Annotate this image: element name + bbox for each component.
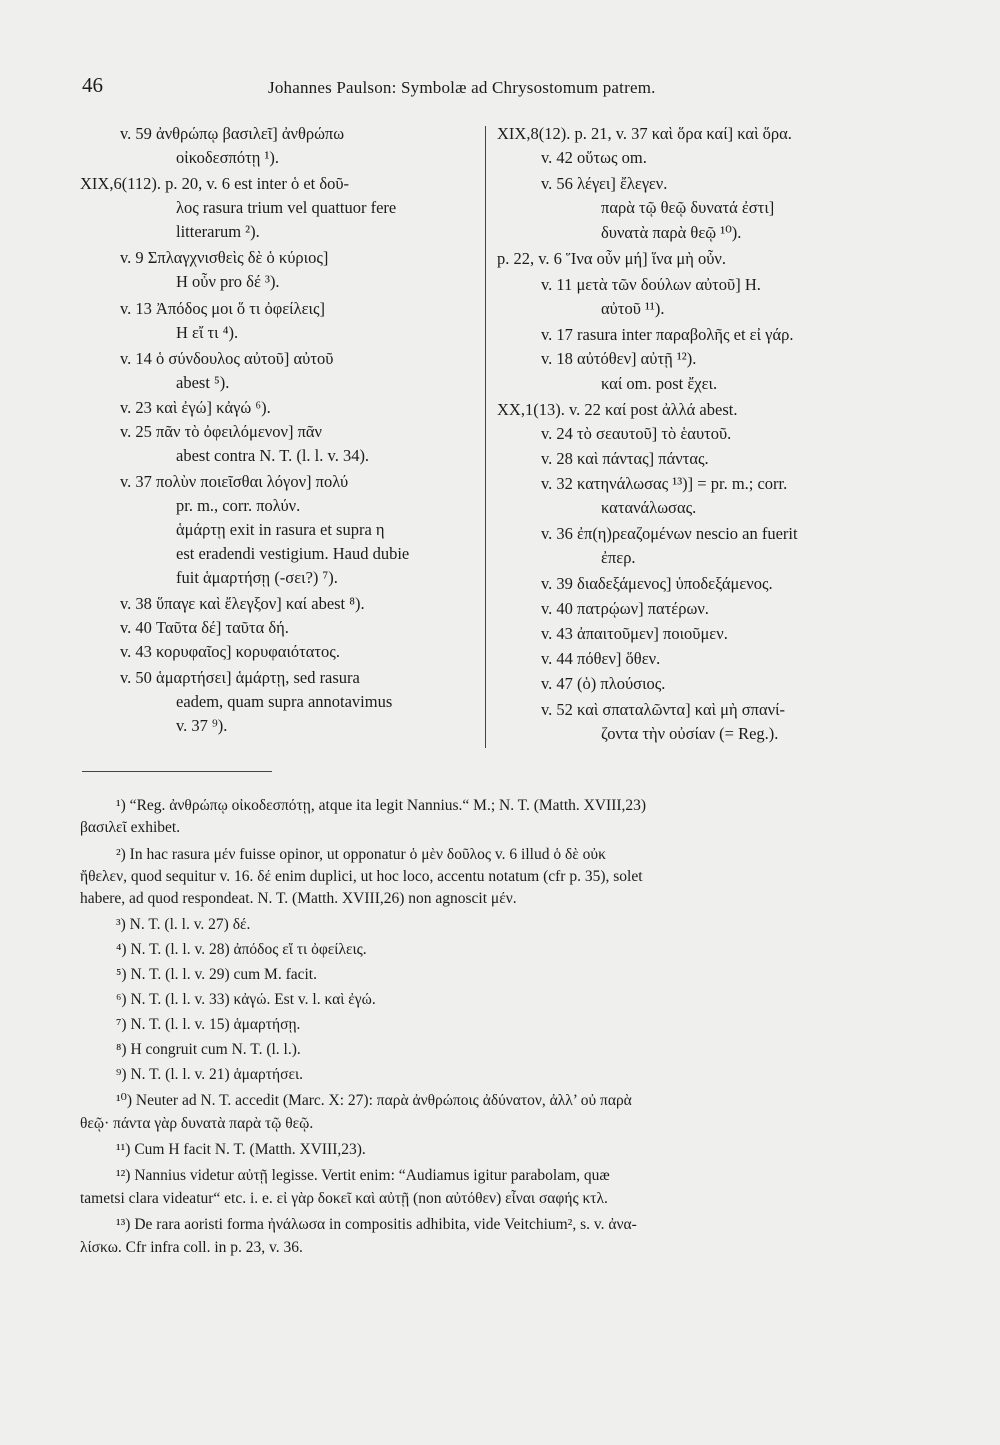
text-line: abest ⁵). [176,373,230,392]
footnote-line: ἤθελεν, quod sequitur v. 16. δέ enim duplici, ut hoc loco, accentu notatum (cfr p. 35), solet [80,868,643,885]
footnote-line: ³) N. T. (l. l. v. 27) δέ. [116,916,251,933]
text-line: XIX,6(112). p. 20, v. 6 est inter ὁ et δοῦ- [80,174,350,193]
text-line: κατανάλωσας. [601,498,697,517]
text-line: v. 13 Ἀπόδος μοι ὅ τι ὀφείλεις] [120,299,326,318]
footnote-line: ¹⁰) Neuter ad N. T. accedit (Marc. X: 27): παρὰ ἀνθρώποις ἀδύνατον, ἀλλ’ οὐ παρὰ [116,1092,632,1109]
text-line: v. 38 ὕπαγε καὶ ἔλεγξον] καί abest ⁸). [120,594,365,613]
text-line: v. 44 πόθεν] ὅθεν. [541,649,661,668]
text-line: καί om. post ἔχει. [601,374,718,393]
text-line: v. 50 ἁμαρτήσει] ἁμάρτῃ, sed rasura [120,668,360,687]
footnote-line: ⁹) N. T. (l. l. v. 21) ἁμαρτήσει. [116,1066,304,1083]
footnote-line: ¹³) De rara aoristi forma ἠνάλωσα in compositis adhibita, vide Veitchium², s. v. ἀνα- [116,1216,637,1233]
text-line: v. 32 κατηνάλωσας ¹³)] = pr. m.; corr. [541,474,788,493]
text-line: v. 39 διαδεξάμενος] ὑποδεξάμενος. [541,574,773,593]
footnote-line: tametsi clara videatur“ etc. i. e. εἰ γὰρ δοκεῖ καὶ αὐτῇ (non αὐτόθεν) εἶναι σαφής κτλ. [80,1190,608,1207]
footnote-line: θεῷ· πάντα γὰρ δυνατὰ παρὰ τῷ θεῷ. [80,1115,314,1132]
footnote-line: βασιλεῖ exhibet. [80,819,181,836]
text-line: παρὰ τῷ θεῷ δυνατά ἐστι] [601,198,775,217]
text-line: ζοντα τὴν οὐσίαν (= Reg.). [601,724,779,743]
text-line: v. 43 κορυφαῖος] κορυφαιότατος. [120,642,340,661]
text-line: v. 47 (ὁ) πλούσιος. [541,674,666,693]
text-line: litterarum ²). [176,222,260,241]
text-line: eadem, quam supra annotavimus [176,692,393,711]
running-head: Johannes Paulson: Symbolæ ad Chrysostomum patrem. [268,78,656,97]
text-line: v. 43 ἀπαιτοῦμεν] ποιοῦμεν. [541,624,728,643]
text-line: v. 24 τὸ σεαυτοῦ] τὸ ἑαυτοῦ. [541,424,732,443]
text-line: pr. m., corr. πολύν. [176,496,301,515]
footnote-line: ⁶) N. T. (l. l. v. 33) κἀγώ. Est v. l. καὶ ἐγώ. [116,991,376,1008]
text-line: v. 9 Σπλαγχνισθεὶς δὲ ὁ κύριος] [120,248,329,267]
text-line: λος rasura trium vel quattuor fere [176,198,397,217]
footnote-line: habere, ad quod respondeat. N. T. (Matth. XVIII,26) non agnoscit μέν. [80,890,517,907]
footnote-line: ⁷) N. T. (l. l. v. 15) ἁμαρτήσῃ. [116,1016,301,1033]
text-line: abest contra N. T. (l. l. v. 34). [176,446,370,465]
text-line: est eradendi vestigium. Haud dubie [176,544,410,563]
text-line: v. 25 πᾶν τὸ ὀφειλόμενον] πᾶν [120,422,323,441]
text-line: ἁμάρτῃ exit in rasura et supra η [176,520,385,539]
text-line: v. 37 πολὺν ποιεῖσθαι λόγον] πολύ [120,472,349,491]
text-line: ἐπερ. [601,548,636,567]
text-line: XIX,8(12). p. 21, v. 37 καὶ ὅρα καί] καὶ ὅρα. [497,124,792,143]
text-line: v. 56 λέγει] ἔλεγεν. [541,174,668,193]
text-line: δυνατὰ παρὰ θεῷ ¹⁰). [601,223,742,242]
footnote-line: ¹²) Nannius videtur αὐτῇ legisse. Vertit enim: “Audiamus igitur parabolam, quæ [116,1167,610,1184]
text-line: p. 22, v. 6 Ἵνα οὖν μή] ἵνα μὴ οὖν. [497,249,726,268]
text-line: v. 42 οὕτως om. [541,148,647,167]
text-line: v. 37 ⁹). [176,716,228,735]
text-line: H οὖν pro δέ ³). [176,272,280,291]
column-divider [485,126,486,748]
footnote-rule [82,771,272,772]
text-line: v. 36 ἐπ(η)ρεαζομένων nescio an fuerit [541,524,798,543]
footnote-line: ¹) “Reg. ἀνθρώπῳ οἰκοδεσπότῃ, atque ita legit Nannius.“ M.; N. T. (Matth. XVIII,23) [116,797,647,814]
text-line: v. 17 rasura inter παραβολῆς et εἰ γάρ. [541,325,794,344]
text-line: v. 40 πατρῴων] πατέρων. [541,599,709,618]
text-line: v. 52 καὶ σπαταλῶντα] καὶ μὴ σπανί- [541,700,786,719]
text-line: v. 59 ἀνθρώπῳ βασιλεῖ] ἀνθρώπω [120,124,345,143]
footnote-line: ¹¹) Cum H facit N. T. (Matth. XVIII,23). [116,1141,366,1158]
text-line: XX,1(13). v. 22 καί post ἀλλά abest. [497,400,738,419]
page-number: 46 [82,73,103,97]
footnote-line: λίσκω. Cfr infra coll. in p. 23, v. 36. [80,1239,303,1256]
text-line: αὐτοῦ ¹¹). [601,299,665,318]
text-line: fuit ἁμαρτήσῃ (-σει?) ⁷). [176,568,338,587]
text-line: v. 28 καὶ πάντας] πάντας. [541,449,709,468]
text-line: v. 23 καὶ ἐγώ] κἀγώ ⁶). [120,398,271,417]
text-line: v. 18 αὐτόθεν] αὐτῇ ¹²). [541,349,697,368]
text-line: v. 11 μετὰ τῶν δούλων αὐτοῦ] H. [541,275,761,294]
text-line: v. 40 Ταῦτα δέ] ταῦτα δή. [120,618,289,637]
footnote-line: ⁵) N. T. (l. l. v. 29) cum M. facit. [116,966,317,983]
footnote-line: ²) In hac rasura μέν fuisse opinor, ut opponatur ὁ μὲν δοῦλος v. 6 illud ὁ δὲ οὐκ [116,846,606,863]
text-line: v. 14 ὁ σύνδουλος αὐτοῦ] αὐτοῦ [120,349,334,368]
footnote-line: ⁴) N. T. (l. l. v. 28) ἀπόδος εἴ τι ὀφείλεις. [116,941,367,958]
text-line: οἰκοδεσπότῃ ¹). [176,148,280,167]
footnote-line: ⁸) H congruit cum N. T. (l. l.). [116,1041,301,1058]
text-line: H εἴ τι ⁴). [176,323,239,342]
